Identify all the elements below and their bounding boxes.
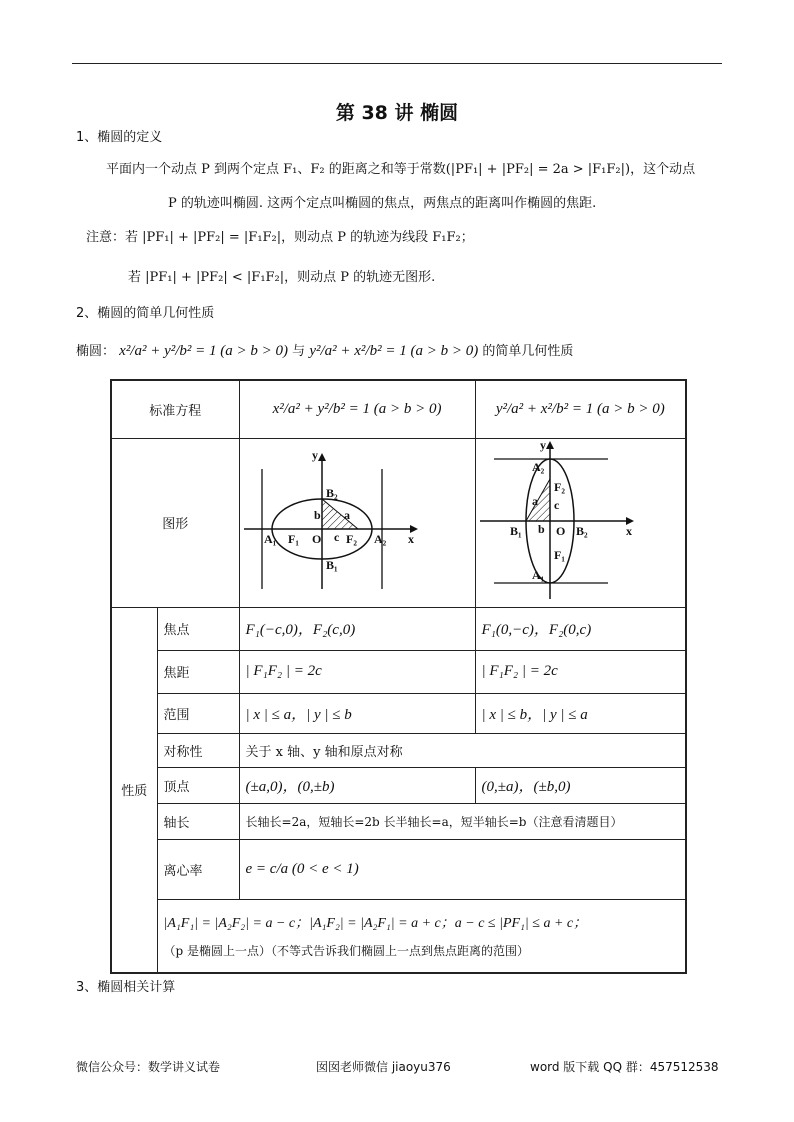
range-vertical: | x | ≤ b，| y | ≤ a	[475, 693, 686, 733]
section-1-heading: 1、椭圆的定义	[76, 130, 163, 145]
footer-right: word 版下载 QQ 群：457512538	[530, 1060, 719, 1074]
properties-label: 性质	[111, 607, 157, 973]
range-label: 范围	[157, 693, 239, 733]
fig2-x-label: x	[625, 523, 632, 538]
intro-equation-2: y²/a² + x²/b² = 1 (a > b > 0)	[309, 343, 479, 359]
vertical-ellipse-figure	[476, 439, 686, 603]
fig2-origin-label: O	[555, 523, 565, 538]
fig2-c-label: c	[553, 497, 559, 512]
figure-horizontal-cell	[239, 438, 475, 607]
definition-note-2: 若 |PF₁| + |PF₂| < |F₁F₂|，则动点 P 的轨迹无图形.	[128, 270, 436, 285]
fig1-A1-label: A₁	[263, 531, 276, 546]
fig1-c-label: c	[333, 529, 339, 544]
figure-vertical-cell	[475, 438, 686, 607]
footer-middle: 囡囡老师微信 jiaoyu376	[316, 1060, 451, 1074]
definition-note-1: 注意：若 |PF₁| + |PF₂| = |F₁F₂|，则动点 P 的轨迹为线段 F₁F₂；	[86, 230, 474, 245]
fig2-a-label: a	[531, 493, 538, 508]
range-horizontal: | x | ≤ a，| y | ≤ b	[239, 693, 475, 733]
fig1-x-label: x	[407, 531, 414, 546]
std-eq-vertical: y²/a² + x²/b² = 1 (a > b > 0)	[475, 380, 686, 438]
section-2-heading: 2、椭圆的简单几何性质	[76, 306, 215, 321]
intro-equation-1: x²/a² + y²/b² = 1 (a > b > 0)	[119, 343, 289, 359]
fig1-origin-label: O	[311, 531, 321, 546]
focal-length-vertical: | F₁F₂ | = 2c	[475, 650, 686, 693]
header-rule	[72, 63, 722, 64]
vertex-label: 顶点	[157, 767, 239, 803]
fig1-b-label: b	[313, 507, 321, 522]
properties-table	[110, 379, 687, 974]
page-title: 第 38 讲 椭圆	[335, 102, 459, 124]
intro-mid: 与	[292, 344, 306, 359]
symmetry-value: 关于 x 轴、y 轴和原点对称	[239, 733, 686, 767]
fig1-F1-label: F₁	[287, 531, 299, 546]
fig2-A2-label: A₂	[531, 459, 544, 474]
fig2-A1-label: A₁	[531, 567, 544, 582]
std-eq-label: 标准方程	[111, 380, 239, 438]
focal-distance-formula: |A₁F₁| = |A₂F₂| = a − c；|A₁F₂| = |A₂F₁| = a + c；a − c ≤ |PF₁| ≤ a + c；	[163, 916, 588, 932]
focal-length-label: 焦距	[157, 650, 239, 693]
focus-vertical: F₁(0,−c)，F₂(0,c)	[475, 607, 686, 650]
axis-length-label: 轴长	[157, 803, 239, 839]
definition-line-1: 平面内一个动点 P 到两个定点 F₁、F₂ 的距离之和等于常数(|PF₁| + |PF₂| = 2a > |F₁F₂|)，这个动点	[106, 162, 696, 177]
focus-horizontal: F₁(−c,0)，F₂(c,0)	[239, 607, 475, 650]
fig2-B1-label: B₁	[509, 523, 522, 538]
definition-line-2: P 的轨迹叫椭圆. 这两个定点叫椭圆的焦点，两焦点的距离叫作椭圆的焦距.	[168, 196, 597, 211]
focal-distance-cell	[157, 899, 686, 973]
vertex-vertical: (0,±a)，(±b,0)	[475, 767, 686, 803]
focal-length-horizontal: | F₁F₂ | = 2c	[239, 650, 475, 693]
fig1-y-label: y	[311, 447, 318, 462]
axis-length-value: 长轴长=2a，短轴长=2b 长半轴长=a，短半轴长=b（注意看清题目）	[239, 803, 686, 839]
symmetry-label: 对称性	[157, 733, 239, 767]
fig1-A2-label: A₂	[373, 531, 386, 546]
horizontal-ellipse-figure	[240, 439, 474, 603]
fig2-F1-label: F₁	[553, 547, 565, 562]
eccentricity-label: 离心率	[157, 839, 239, 899]
intro-prefix: 椭圆：	[76, 344, 116, 359]
fig1-B1-label: B₁	[325, 557, 338, 572]
figure-label: 图形	[111, 438, 239, 607]
intro-suffix: 的简单几何性质	[482, 344, 574, 359]
fig2-b-label: b	[537, 521, 545, 536]
vertex-horizontal: (±a,0)，(0,±b)	[239, 767, 475, 803]
fig1-B2-label: B₂	[325, 485, 338, 500]
footer-left: 微信公众号：数学讲义试卷	[76, 1060, 221, 1074]
intro-line	[76, 340, 573, 360]
eccentricity-value: e = c/a (0 < e < 1)	[239, 839, 686, 899]
std-eq-horizontal: x²/a² + y²/b² = 1 (a > b > 0)	[239, 380, 475, 438]
focal-distance-note: （p 是椭圆上一点）（不等式告诉我们椭圆上一点到焦点距离的范围）	[163, 944, 529, 959]
fig1-F2-label: F₂	[345, 531, 357, 546]
fig2-y-label: y	[539, 438, 546, 452]
fig2-F2-label: F₂	[553, 479, 565, 494]
fig1-a-label: a	[343, 507, 350, 522]
section-3-heading: 3、椭圆相关计算	[76, 980, 176, 995]
fig2-B2-label: B₂	[575, 523, 588, 538]
focus-label: 焦点	[157, 607, 239, 650]
